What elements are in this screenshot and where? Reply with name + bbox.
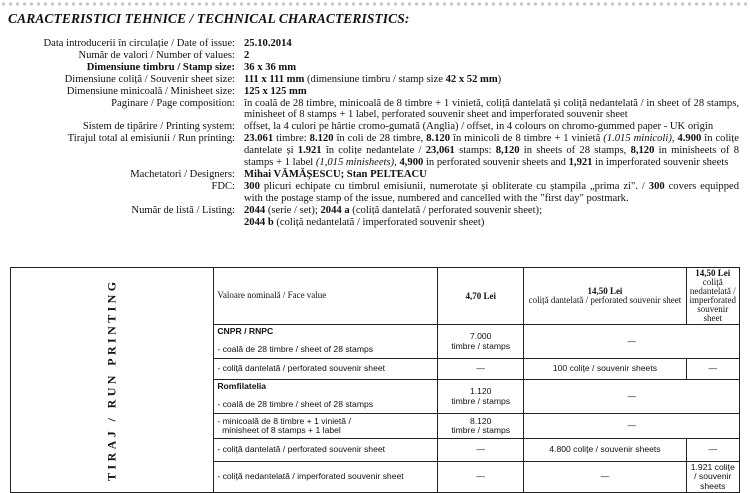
- spec-composition: Paginare / Page composition: în coală de 28 timbre, minicoală de 8 timbre + 1 vinietă, coliță dantelată și coliță nedantelată / in sheet of 28 stamps, minisheet of 8 stamps + 1 label, perforated souvenir sheet and imperforated souvenir sheet: [111, 97, 739, 121]
- side-label: TIRAJ / RUN PRINTING: [11, 268, 214, 493]
- table-row: - minicoală de 8 timbre + 1 vinietă / minisheet of 8 stamps + 1 label 8.120 timbre / stamps —: [11, 414, 740, 439]
- table-row: Romfilatelia 1.120 timbre / stamps —: [11, 380, 740, 398]
- table-row: - coliță dantelată / perforated souvenir sheet — 100 colițe / souvenir sheets —: [11, 359, 740, 380]
- spec-souvenir-size: Dimensiune coliță / Souvenir sheet size: 111 x 111 mm (dimensiune timbru / stamp size 42 x 52 mm): [64, 73, 502, 85]
- specs-block: [0, 38, 750, 229]
- spec-issue-date: Data introducerii în circulație / Date of issue: 25.10.2014: [43, 38, 292, 49]
- spec-minisheet-size: Dimensiune minicoală / Minisheet size: 125 x 125 mm: [66, 85, 307, 97]
- spec-listing: Număr de listă / Listing: 2044 (serie / set); 2044 a (coliță dantelată / perforated souvenir sheet); 2044 b (coliță nedantelată / imperforated souvenir sheet): [131, 204, 543, 228]
- table-row: - coală de 28 timbre / sheet of 28 stamps: [11, 397, 740, 414]
- table-header-row: TIRAJ / RUN PRINTING Valoare nominală / Face value 4,70 Lei 14,50 Lei coliță dantelată / perforated souvenir sheet 14,50 Lei coliță nedantelată / imperforated souvenir sheet: [11, 268, 740, 325]
- spec-printing: Sistem de tipărire / Printing system: offset, la 4 culori pe hârtie cromo-gumată (Anglia) / offset, in 4 colours on chromo-gummed paper - UK origin: [82, 121, 714, 133]
- spec-fdc: FDC: 300 plicuri echipate cu timbrul emisiunii, numerotate și obliterate cu ștampila „prima zi". / 300 covers equipped with the postage stamp of the issue, numbered and cancelled with the "first day" postmark.: [211, 180, 740, 204]
- spec-stamp-size: Dimensiune timbru / Stamp size: 36 x 36 mm: [86, 61, 297, 73]
- table-row: - coliță dantelată / perforated souvenir sheet — 4.800 colițe / souvenir sheets —: [11, 439, 740, 462]
- spec-run-printing: Tirajul total al emisiunii / Run printing: 23.061 timbre: 8.120 în coli de 28 timbre, 8.120 în minicoli de 8 timbre + 1 vinietă (1.015 minicoli), 4.900 în colițe dantelate și 1.921 în colițe nedantelate / 23,061 stamps: 8,120 in sheets of 28 stamps, 8,120 in minisheets of 8 stamps + 1 label (1,015 minisheets), 4,900 in perforated souvenir sheets and 1,921 in imperforated souvenir sheets: [67, 133, 740, 169]
- spec-num-values: Număr de valori / Number of values: 2: [78, 49, 250, 61]
- spec-designers: Machetatori / Designers: Mihai VĂMĂȘESCU; Stan PELTEACU: [130, 168, 427, 180]
- page-title: CARACTERISTICI TEHNICE / TECHNICAL CHARACTERISTICS:: [8, 11, 410, 26]
- table-row: - coliță nedantelată / imperforated souvenir sheet — — 1.921 colițe / souvenir sheets: [11, 462, 740, 493]
- run-printing-table: [10, 267, 740, 493]
- table-row: - coală de 28 timbre / sheet of 28 stamps: [11, 342, 740, 359]
- table-row: CNPR / RNPC 7.000 timbre / stamps —: [11, 325, 740, 343]
- perforation-border: [0, 1, 750, 7]
